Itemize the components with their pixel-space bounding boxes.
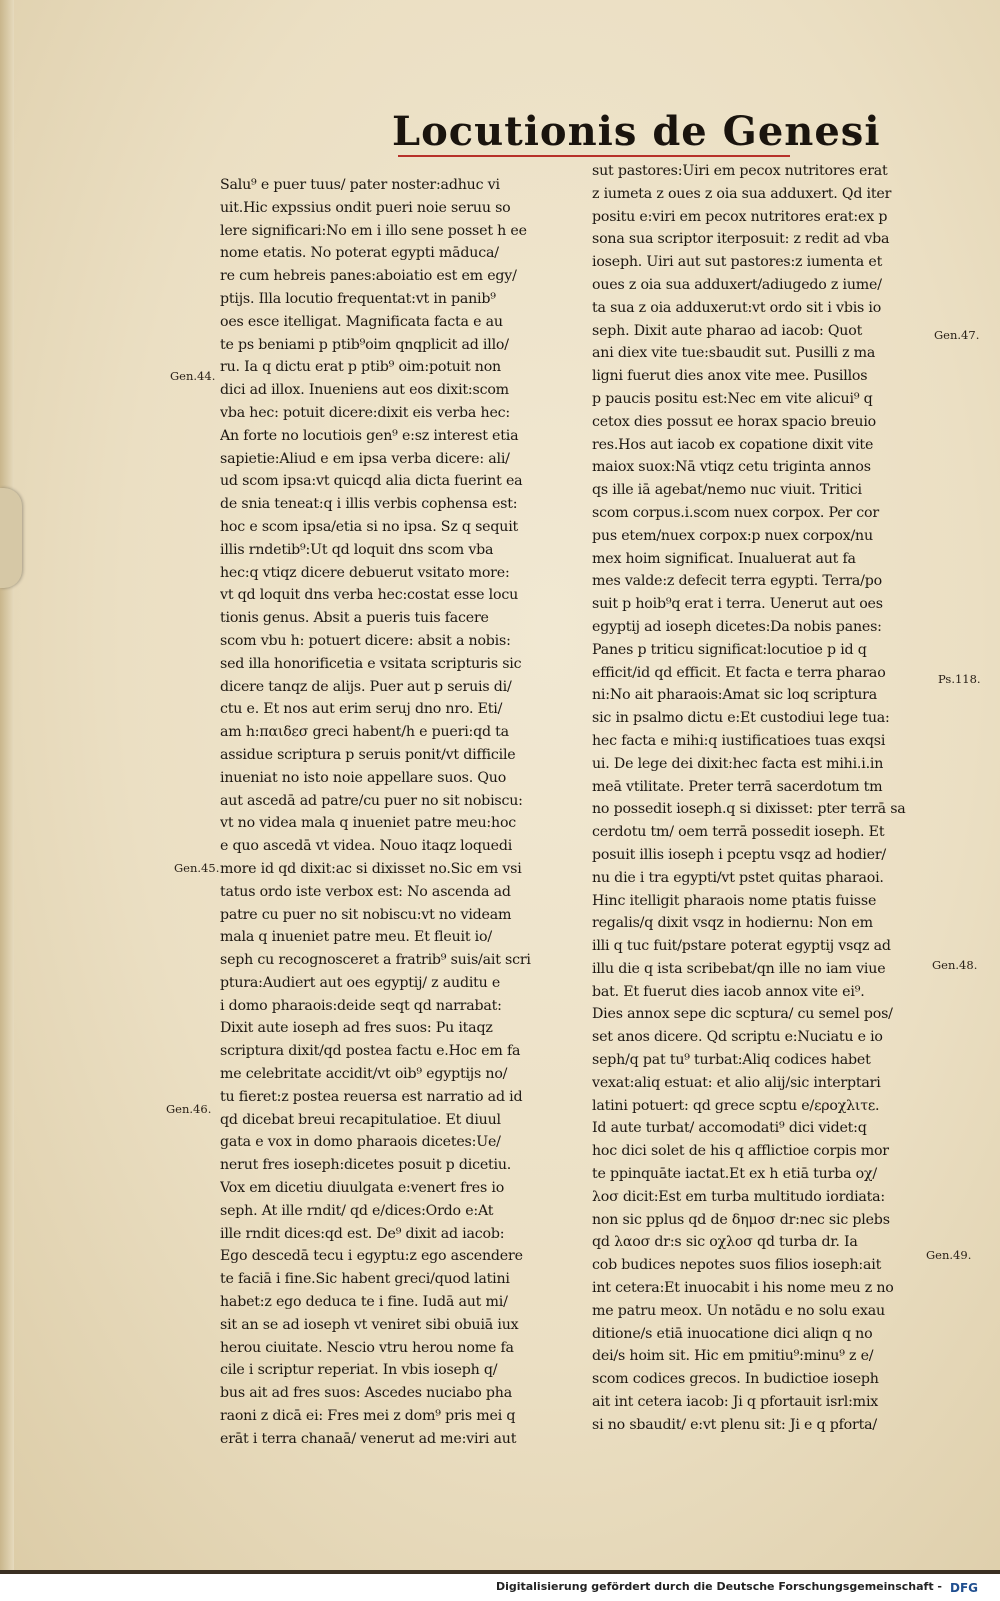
text-line: te ps beniami p ptib⁹oim qnqplicit ad illo/ (220, 336, 509, 353)
text-line: ptura:Audiert aut oes egyptij/ z auditu e (220, 974, 501, 991)
text-line: dicere tanqz de alijs. Puer aut p seruis di/ (220, 678, 512, 695)
text-line: ru. Ia q dictu erat p ptib⁹ oim:potuit non (220, 359, 501, 376)
text-line: vt qd loquit dns verba hec:costat esse locu (220, 587, 519, 604)
text-line: res.Hos aut iacob ex copatione dixit vite (592, 436, 874, 453)
margin-note-gen-47: Gen.47. (934, 328, 980, 342)
text-line: me patru meox. Un notādu e no solu exau (592, 1302, 885, 1319)
text-line: scom vbu h: potuert dicere: absit a nobis: (220, 632, 511, 649)
text-line: ptijs. Illa locutio frequentat:vt in panib⁹ (220, 290, 496, 307)
text-line: Panes p triticu significat:locutioe p id q (592, 641, 867, 658)
text-line: z iumeta z oues z oia sua adduxert. Qd iter (592, 185, 892, 202)
text-line: qd dicebat breui recapitulatioe. Et diuul (220, 1111, 501, 1128)
text-line: seph/q pat tu⁹ turbat:Aliq codices habet (592, 1052, 871, 1069)
text-line: illis rndetib⁹:Ut qd loquit dns scom vba (220, 541, 494, 558)
text-line: positu e:viri em pecox nutritores erat:ex p (592, 208, 888, 225)
text-line: illu die q ista scribebat/qn ille no iam viue (592, 960, 886, 977)
text-line: cob budices nepotes suos filios ioseph:ait (592, 1257, 882, 1274)
text-line: Id aute turbat/ accomodati⁹ dici videt:q (592, 1120, 867, 1137)
text-line: Salu⁹ e puer tuus/ pater noster:adhuc vi (220, 177, 500, 193)
text-line: qd λαοσ dr:s sic οχλοσ qd turba dr. Ia (592, 1234, 858, 1251)
text-line: bus ait ad fres suos: Ascedes nuciabo pha (220, 1385, 512, 1402)
text-line: ui. De lege dei dixit:hec facta est mihi.i.in (592, 755, 884, 772)
text-line: sut pastores:Uiri em pecox nutritores erat (592, 163, 888, 179)
text-line: tu fieret:z postea reuersa est narratio ad id (220, 1088, 523, 1105)
text-line: uit.Hic expssius ondit pueri noie seruu so (220, 199, 511, 216)
text-line: patre cu puer no sit nobiscu:vt no videam (220, 906, 512, 923)
text-line: suit p hoib⁹q erat i terra. Uenerut aut oes (592, 596, 883, 613)
text-line: hoc e scom ipsa/etia si no ipsa. Sz q sequit (220, 518, 519, 535)
text-line: seph. At ille rndit/ qd e/dices:Ordo e:At (220, 1202, 494, 1219)
running-header: Locutionis de Genesi (392, 108, 881, 155)
text-line: hec:q vtiqz dicere debuerut vsitato more: (220, 564, 510, 581)
text-line: me celebritate accidit/vt oib⁹ egyptijs no/ (220, 1066, 508, 1083)
left-text-column (220, 174, 568, 1451)
text-line: seph. Dixit aute pharao ad iacob: Quot (592, 322, 863, 339)
page-clip (0, 488, 22, 588)
text-line: am h:παιδεσ greci habent/h e pueri:qd ta (220, 724, 509, 741)
text-line: ait int cetera iacob: Ji q pfortauit isrl:mix (592, 1394, 879, 1411)
text-line: sit an se ad ioseph vt veniret sibi obuiā iux (220, 1316, 519, 1333)
text-line: ctu e. Et nos aut erim seruj dno nro. Eti/ (220, 701, 503, 718)
text-line: habet:z ego deduca te i fine. Iudā aut mi/ (220, 1294, 508, 1311)
text-line: raoni z dicā ei: Fres mei z dom⁹ pris mei q (220, 1408, 516, 1425)
text-line: int cetera:Et inuocabit i his nome meu z no (592, 1280, 894, 1297)
dfg-logo-icon (948, 1579, 992, 1595)
text-line: Ego descedā tecu i egyptu:z ego ascendere (220, 1248, 523, 1265)
text-line: Vox em dicetiu diuulgata e:venert fres io (220, 1180, 505, 1197)
text-line: ille rndit dices:qd est. De⁹ dixit ad iacob: (220, 1225, 505, 1242)
text-line: de snia teneat:q i illis verbis cophensa est: (220, 496, 518, 513)
text-line: sed illa honorificetia e vsitata scripturis sic (220, 655, 522, 672)
page-gutter-edge (0, 0, 14, 1570)
text-line: p paucis positu est:Nec em vite alicui⁹ q (592, 390, 873, 407)
text-line: ani diex vite tue:sbaudit sut. Pusilli z ma (592, 345, 876, 362)
text-line: regalis/q dixit vsqz in hodiernu: Non em (592, 915, 873, 932)
text-line: nerut fres ioseph:dicetes posuit p dicetiu. (220, 1157, 512, 1174)
text-line: inueniat no isto noie appellare suos. Quo (220, 769, 507, 786)
right-text-column (592, 160, 936, 1437)
text-line: seph cu recognosceret a fratrib⁹ suis/ait scri (220, 952, 531, 969)
text-line: bat. Et fuerut dies iacob annox vite ei⁹. (592, 983, 865, 1000)
text-line: scriptura dixit/qd postea factu e.Hoc em fa (220, 1043, 521, 1060)
header-red-rule (398, 155, 790, 157)
text-line: cetox dies possut ee horax spacio breuio (592, 413, 877, 430)
text-line: oues z oia sua adduxert/adiugedo z iume/ (592, 276, 882, 293)
text-line: egyptij ad ioseph dicetes:Da nobis panes: (592, 618, 882, 635)
text-line: dici ad illox. Inueniens aut eos dixit:scom (220, 382, 509, 399)
text-line: sapietie:Aliud e em ipsa verba dicere: ali/ (220, 450, 510, 467)
text-line: lere significari:No em i illo sene posset h ee (220, 222, 527, 239)
text-line: nome etatis. No poterat egypti māduca/ (220, 245, 499, 262)
text-line: pus etem/nuex corpox:p nuex corpox/nu (592, 527, 873, 544)
text-line: cerdotu tm/ oem terrā possedit ioseph. Et (592, 824, 885, 841)
text-line: cile i scriptur reperiat. In vbis ioseph q/ (220, 1362, 498, 1379)
text-line: non sic pplus qd de δημοσ dr:nec sic plebs (592, 1211, 890, 1228)
margin-note-gen-49: Gen.49. (926, 1248, 972, 1262)
text-line: e quo ascedā vt videa. Nouo itaqz loquedi (220, 838, 513, 855)
text-line: more id qd dixit:ac si dixisset no.Sic em vsi (220, 860, 522, 877)
text-line: dei/s hoim sit. Hic em pmitiu⁹:minu⁹ z e/ (592, 1348, 874, 1365)
text-line: aut ascedā ad patre/cu puer no sit nobiscu: (220, 792, 523, 809)
margin-note-gen-46: Gen.46. (166, 1102, 212, 1116)
text-line: qs ille iā agebat/nemo nuc viuit. Tritici (592, 482, 862, 499)
text-line: no possedit ioseph.q si dixisset: pter terrā sa (592, 801, 906, 818)
text-line: assidue scriptura p seruis ponit/vt difficile (220, 746, 516, 763)
text-line: ioseph. Uiri aut sut pastores:z iumenta et (592, 254, 883, 271)
text-line: ta sua z oia adduxerut:vt ordo sit i vbis io (592, 299, 882, 316)
text-line: maiox suox:Nā vtiqz cetu triginta annos (592, 459, 871, 476)
text-line: posuit illis ioseph i pceptu vsqz ad hodier/ (592, 846, 886, 863)
text-line: tatus ordo iste verbox est: No ascenda ad (220, 883, 511, 900)
text-line: scom corpus.i.scom nuex corpox. Per cor (592, 504, 879, 521)
text-line: Hinc itelligit pharaois nome ptatis fuisse (592, 892, 877, 909)
text-line: te faciā i fine.Sic habent greci/quod latini (220, 1271, 510, 1288)
text-line: te ppinquāte iactat.Et ex h etiā turba οχ/ (592, 1166, 877, 1183)
text-line: hec facta e mihi:q iustificatioes tuas exqsi (592, 732, 886, 749)
text-line: gata e vox in domo pharaois dicetes:Ue/ (220, 1134, 501, 1151)
text-line: sona sua scriptor iterposuit: z redit ad vba (592, 231, 890, 248)
text-line: si no sbaudit/ e:vt plenu sit: Ji e q pforta/ (592, 1416, 877, 1433)
text-line: set anos dicere. Qd scriptu e:Nuciatu e io (592, 1029, 883, 1046)
text-line: meā vtilitate. Preter terrā sacerdotum tm (592, 778, 883, 795)
text-line: mex hoim significat. Inualuerat aut fa (592, 550, 856, 567)
text-line: Dies annox sepe dic scptura/ cu semel pos/ (592, 1006, 893, 1023)
text-line: sic in psalmo dictu e:Et custodiui lege tua: (592, 710, 890, 727)
margin-note-gen-48: Gen.48. (932, 958, 978, 972)
text-line: oes esce itelligat. Magnificata facta e au (220, 313, 503, 330)
text-line: mes valde:z defecit terra egypti. Terra/po (592, 573, 882, 590)
margin-note-gen-45: Gen.45. (174, 861, 220, 875)
text-line: ligni fuerut dies anox vite mee. Pusillos (592, 368, 868, 385)
text-line: tionis genus. Absit a pueris tuis facere (220, 610, 489, 627)
text-line: vba hec: potuit dicere:dixit eis verba hec: (220, 404, 510, 421)
text-line: illi q tuc fuit/pstare poterat egyptij vsqz ad (592, 938, 891, 955)
text-line: latini potuert: qd grece scptu e/εροχλιτε. (592, 1097, 880, 1114)
margin-note-gen-44: Gen.44. (170, 369, 216, 383)
text-line: nu die i tra egypti/vt pstet quitas pharaoi. (592, 869, 884, 886)
text-line: efficit/id qd efficit. Et facta e terra pharao (592, 664, 886, 681)
text-line: Dixit aute ioseph ad fres suos: Pu itaqz (220, 1020, 493, 1037)
text-line: herou ciuitate. Nescio vtru herou nome fa (220, 1339, 514, 1356)
text-line: hoc dici solet de his q afflictioe corpis mor (592, 1143, 889, 1160)
text-line: vexat:aliq estuat: et alio alij/sic interptari (592, 1074, 881, 1091)
funding-credit: Digitalisierung gefördert durch die Deutsche Forschungsgemeinschaft - (495, 1580, 942, 1593)
text-line: ditione/s etiā inuocatione dici aliqn q no (592, 1325, 873, 1342)
text-line: erāt i terra chanaā/ venerut ad me:viri aut (220, 1430, 517, 1447)
text-line: vt no videa mala q inueniet patre meu:hoc (220, 815, 517, 832)
text-line: ud scom ipsa:vt quicqd alia dicta fuerint ea (220, 473, 523, 490)
dfg-logo-text: DFG (950, 1581, 979, 1595)
text-line: ni:No ait pharaois:Amat sic loq scriptura (592, 687, 878, 704)
text-line: scom codices grecos. In budictioe ioseph (592, 1371, 879, 1388)
text-line: λοσ dicit:Est em turba multitudo iordiata: (592, 1188, 886, 1205)
text-line: mala q inueniet patre meu. Et fleuit io/ (220, 929, 492, 946)
margin-note-ps-118: Ps.118. (938, 672, 981, 686)
text-line: An forte no locutiois gen⁹ e:sz interest etia (220, 427, 519, 444)
text-line: i domo pharaois:deide seqt qd narrabat: (220, 997, 502, 1014)
text-line: re cum hebreis panes:aboiatio est em egy/ (220, 268, 517, 285)
